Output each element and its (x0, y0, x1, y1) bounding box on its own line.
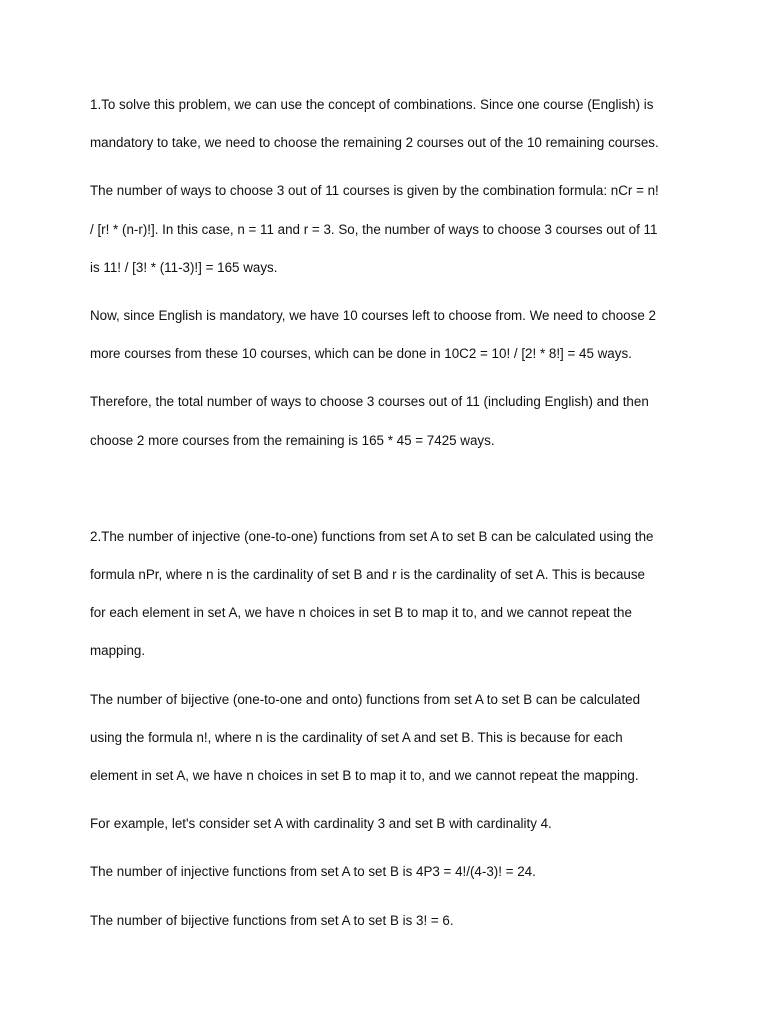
paragraph (90, 297, 690, 373)
text-line: 2.The number of injective (one-to-one) functions from set A to set B can be calculated using the (90, 528, 654, 544)
paragraph (90, 902, 690, 940)
text-line: The number of injective functions from set A to set B is 4P3 = 4!/(4-3)! = 24. (90, 864, 536, 880)
text-line: is 11! / [3! * (11-3)!] = 165 ways. (90, 259, 278, 275)
paragraph (90, 172, 690, 287)
text-line: The number of bijective functions from set A to set B is 3! = 6. (90, 912, 454, 928)
section-functions (90, 518, 690, 940)
text-line: Therefore, the total number of ways to choose 3 courses out of 11 (including English) and then (90, 394, 649, 410)
text-line: more courses from these 10 courses, which can be done in 10C2 = 10! / [2! * 8!] = 45 ways. (90, 346, 632, 362)
text-line: Now, since English is mandatory, we have 10 courses left to choose from. We need to choose 2 (90, 308, 656, 324)
paragraph (90, 518, 690, 671)
paragraph (90, 805, 690, 843)
paragraph (90, 681, 690, 796)
text-line: mandatory to take, we need to choose the remaining 2 courses out of the 10 remaining courses. (90, 135, 659, 151)
text-line: The number of ways to choose 3 out of 11 courses is given by the combination formula: nCr = n! (90, 183, 659, 199)
text-line: choose 2 more courses from the remaining is 165 * 45 = 7425 ways. (90, 432, 495, 448)
text-line: using the formula n!, where n is the cardinality of set A and set B. This is because for each (90, 729, 623, 745)
text-line: element in set A, we have n choices in set B to map it to, and we cannot repeat the mapping. (90, 768, 639, 784)
document-body (90, 86, 690, 950)
text-line: 1.To solve this problem, we can use the concept of combinations. Since one course (English) is (90, 97, 654, 112)
text-line: for each element in set A, we have n choices in set B to map it to, and we cannot repeat the (90, 605, 632, 621)
text-line: formula nPr, where n is the cardinality of set B and r is the cardinality of set A. This is because (90, 567, 645, 583)
section-combinations (90, 86, 690, 460)
text-line: The number of bijective (one-to-one and onto) functions from set A to set B can be calculated (90, 691, 641, 707)
paragraph (90, 86, 690, 162)
paragraph (90, 383, 690, 459)
section-spacer (90, 470, 690, 518)
text-line: For example, let's consider set A with cardinality 3 and set B with cardinality 4. (90, 816, 552, 832)
text-line: mapping. (90, 643, 146, 659)
text-line: / [r! * (n-r)!]. In this case, n = 11 and r = 3. So, the number of ways to choose 3 courses out of 11 (90, 221, 658, 237)
paragraph (90, 853, 690, 891)
